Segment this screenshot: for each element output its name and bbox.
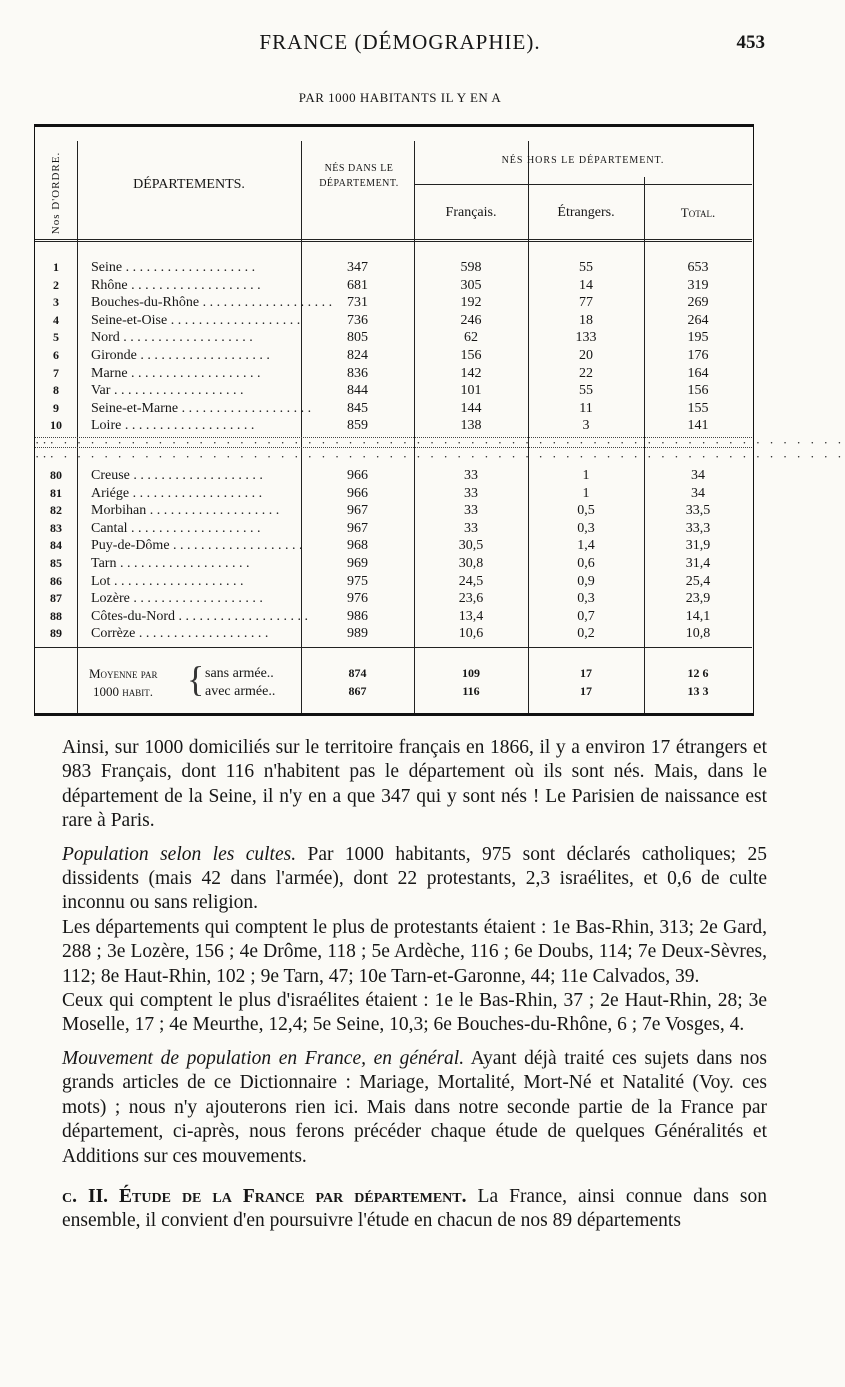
table-cell-tot: 319 bbox=[687, 277, 709, 293]
table-cell-n: 2 bbox=[53, 277, 59, 292]
moyenne-avec-et: 17 bbox=[580, 684, 592, 698]
dep-name: Lot bbox=[91, 573, 111, 589]
table-cell-fr: 138 bbox=[460, 418, 482, 434]
moyenne-avec-label: avec armée.. bbox=[205, 684, 276, 699]
table-cell-nes: 968 bbox=[347, 538, 368, 554]
table-cell-et: 55 bbox=[579, 383, 593, 399]
table-cell-fr: 246 bbox=[460, 312, 482, 328]
dep-name: Creuse bbox=[91, 468, 130, 483]
table-cell-tot: 14,1 bbox=[685, 608, 711, 624]
demographics-table: Nos D'ORDRE. DÉPARTEMENTS. NÉS DANS LE DÉPARTEMENT. NÉS HORS LE DÉPARTEMENT. Français. Étrangers. Total. 1 Seine . . . . . . . . . . . . . . . . . . . 347 598 55 653 2 Rhône . . . . . . . . . . . . . . . . . . . 681 305 14 319 3 Bouches-du-Rhône . . . . . . . . . . . . . . . . . . . 731 192 77 269 4 Seine-et-Oise . . . . . . . . . . . . . . . . . . . 736 246 18 264 5 Nord . . . . . . . . . . . . . . . . . . . 805 62 133 195 6 Gironde . . . . . . . . . . . . . . . . . . . 824 156 20 176 7 Marne . . . . . . . . . . . . . . . . . . . 836 142 22 164 8 Var . . . . . . . . . . . . . . . . . . . 844 101 55 156 9 Seine-et-Marne . . . . . . . . . . . . . . . . . . . 845 144 11 155 10 Loire . . . . . . . . . . . . . . . . . . . 859 138 3 141 80 Creuse . . . . . . . . . . . . . . . . . . . 966 33 1 34 81 Ariége . . . . . . . . . . . . . . . . . . . 966 33 1 34 82 Morbihan . . . . . . . . . . . . . . . . . . . 967 33 0,5 33,5 83 Cantal . . . . . . . . . . . . . . . . . . . 967 33 0,3 33,3 84 Puy-de-Dôme . . . . . . . . . . . . . . . . . . . 968 30,5 1,4 31,9 85 Tarn . . . . . . . . . . . . . . . . . . . 969 30,8 0,6 31,4 86 Lot . . . . . . . . . . . . . . . . . . . 975 24,5 0,9 25,4 87 Lozère . . . . . . . . . . . . . . . . . . . 976 23,6 0,3 23,9 88 Côtes-du-Nord . . . . . . . . . . . . . . . . . . . 986 13,4 0,7 14,1 89 Corrèze . . . . . . . . . . . . . . . . . . . 989 10,6 0,2 10,8 ··· · · · · · · · · · · · · · · · · · · · · · · · · · · · · · · · · · · · · · · · · · · · · · · · · · · · · · · · · · · ··· · · · · · · · · · · · · · · · · · · · · · · · · · · · · · · · · · · · · · · · · · · · · · · · · · · · · · · · · · · Moyenne par 1000 habit. { sans armée.. avec armée.. 874 109 17 12 6 867 116 17 13 3 bbox=[34, 124, 754, 716]
table-cell-fr: 13,4 bbox=[458, 608, 484, 624]
dep-name: Lozère bbox=[91, 591, 130, 607]
table-cell-nes: 731 bbox=[347, 295, 368, 311]
table-cell-n: 8 bbox=[53, 383, 59, 398]
paragraph-religion bbox=[62, 843, 767, 916]
table-cell-dep: Puy-de-Dôme . . . . . . . . . . . . . . . . . . . bbox=[91, 538, 303, 554]
table-cell-et: 14 bbox=[579, 277, 593, 293]
table-cell-dep: Ariége . . . . . . . . . . . . . . . . . . . bbox=[91, 485, 263, 501]
moyenne-sans-tot: 12 6 bbox=[687, 666, 709, 680]
col-header-nes-dans: NÉS DANS LE DÉPARTEMENT. bbox=[319, 163, 399, 189]
table-cell-n: 88 bbox=[50, 608, 62, 623]
table-cell-et: 1,4 bbox=[577, 538, 595, 554]
table-caption: PAR 1000 HABITANTS IL Y EN A bbox=[298, 90, 502, 105]
table-cell-tot: 34 bbox=[691, 468, 705, 483]
table-cell-n: 6 bbox=[53, 348, 59, 362]
table-cell-tot: 10,8 bbox=[685, 626, 711, 642]
dep-name: Puy-de-Dôme bbox=[91, 538, 170, 554]
moyenne-avec-fr: 116 bbox=[462, 684, 480, 698]
table-cell-dep: Cantal . . . . . . . . . . . . . . . . . . . bbox=[91, 520, 261, 536]
moyenne-sans-fr: 109 bbox=[462, 666, 480, 680]
table-cell-tot: 141 bbox=[687, 418, 709, 434]
table-cell-n: 81 bbox=[50, 485, 62, 500]
table-cell-dep: Morbihan . . . . . . . . . . . . . . . . . . . bbox=[91, 503, 280, 519]
table-cell-dep: Rhône . . . . . . . . . . . . . . . . . . . bbox=[91, 277, 261, 293]
table-cell-fr: 30,8 bbox=[458, 556, 484, 571]
table-cell-fr: 33 bbox=[464, 485, 478, 501]
table-cell-n: 83 bbox=[50, 520, 62, 535]
table-cell-et: 1 bbox=[582, 485, 590, 501]
table-cell-dep: Tarn . . . . . . . . . . . . . . . . . . . bbox=[91, 556, 250, 571]
table-cell-dep: Gironde . . . . . . . . . . . . . . . . . . . bbox=[91, 348, 270, 363]
table-cell-n: 85 bbox=[50, 556, 62, 570]
dep-name: Bouches-du-Rhône bbox=[91, 295, 200, 311]
table-cell-nes: 966 bbox=[347, 485, 368, 501]
table-cell-nes: 989 bbox=[347, 626, 368, 642]
table-cell-et: 1 bbox=[582, 468, 590, 483]
table-cell-et: 18 bbox=[579, 312, 593, 328]
table-cell-tot: 31,9 bbox=[685, 538, 711, 554]
dep-name: Côtes-du-Nord bbox=[91, 608, 175, 624]
dep-name: Cantal bbox=[91, 520, 128, 536]
table-cell-fr: 24,5 bbox=[458, 573, 484, 589]
moyenne-label-1: Moyenne par bbox=[89, 666, 158, 681]
table-cell-fr: 30,5 bbox=[458, 538, 484, 554]
dep-name: Seine bbox=[91, 260, 123, 275]
table-cell-nes: 836 bbox=[347, 365, 368, 381]
table-cell-et: 77 bbox=[579, 295, 593, 311]
table-cell-nes: 824 bbox=[347, 348, 368, 363]
page-header bbox=[0, 30, 800, 60]
table-cell-nes: 859 bbox=[347, 418, 368, 434]
dep-name: Marne bbox=[91, 365, 128, 381]
paragraph-protestants: Les départements qui comptent le plus de protestants étaient : 1e Bas-Rhin, 313; 2e Gard, 288 ; 3e Lozère, 156 ; 4e Drôme, 118 ; 5e Ardèche, 116 ; 6e Doubs, 114; 7e Deux-Sèvres, 112; 8e Haut-Rhin, 102 ; 9e Tarn, 47; 10e Tarn-et-Garonne, 44; 11e Calvados, 39. bbox=[62, 916, 767, 987]
table-cell-n: 82 bbox=[50, 503, 62, 518]
dep-name: Loire bbox=[91, 418, 122, 434]
running-title: FRANCE (DÉMOGRAPHIE). bbox=[259, 30, 541, 54]
table-cell-dep: Var . . . . . . . . . . . . . . . . . . . bbox=[91, 383, 244, 399]
table-cell-et: 0,6 bbox=[577, 556, 595, 571]
table-cell-nes: 966 bbox=[347, 468, 368, 483]
table-cell-et: 22 bbox=[579, 365, 593, 381]
table-cell-nes: 736 bbox=[347, 312, 368, 328]
paragraph-foreigners: Ainsi, sur 1000 domiciliés sur le territoire français en 1866, il y a environ 17 étrangers et 983 Français, dont 116 n'habitent pas le département où ils sont nés. Mais, dans le département de la Seine, il n'y en a que 347 qui y sont nés ! Le Parisien de naissance est rare à Paris. bbox=[62, 737, 767, 832]
table-cell-dep: Seine . . . . . . . . . . . . . . . . . . . bbox=[91, 260, 256, 275]
col-header-ordre: Nos D'ORDRE. bbox=[50, 151, 62, 235]
table-cell-nes: 844 bbox=[347, 383, 368, 399]
table-cell-tot: 33,5 bbox=[685, 503, 711, 519]
table-cell-et: 0,5 bbox=[577, 503, 595, 519]
table-cell-nes: 967 bbox=[347, 520, 368, 536]
table-cell-et: 0,3 bbox=[577, 591, 595, 607]
table-cell-nes: 805 bbox=[347, 330, 368, 346]
table-cell-fr: 62 bbox=[464, 330, 478, 346]
etude-text: La France, ainsi connue dans son ensemble, il convient d'en poursuivre l'étude en chacun de nos 89 départements bbox=[62, 1185, 768, 1232]
table-cell-fr: 156 bbox=[460, 348, 482, 363]
col-header-nes-hors: NÉS HORS LE DÉPARTEMENT. bbox=[501, 155, 665, 166]
paragraph-etude bbox=[62, 1185, 767, 1234]
table-cell-fr: 305 bbox=[460, 277, 482, 293]
table-cell-tot: 156 bbox=[687, 383, 709, 399]
table-cell-tot: 25,4 bbox=[685, 573, 711, 589]
table-cell-dep: Seine-et-Oise . . . . . . . . . . . . . . . . . . . bbox=[91, 312, 301, 328]
table-cell-tot: 155 bbox=[687, 400, 709, 416]
table-cell-et: 55 bbox=[579, 260, 593, 275]
table-cell-fr: 101 bbox=[460, 383, 482, 399]
paragraph-israelites: Ceux qui comptent le plus d'israélites étaient : 1e le Bas-Rhin, 37 ; 2e Haut-Rhin, 28; 3e Moselle, 17 ; 4e Meurthe, 12,4; 5e Seine, 10,3; 6e Bouches-du-Rhône, 6 ; 7e Vosges, 4. bbox=[62, 990, 767, 1036]
section-title-cultes: Population selon les cultes. bbox=[62, 843, 297, 865]
moyenne-sans-et: 17 bbox=[580, 666, 592, 680]
dep-name: Gironde bbox=[91, 348, 137, 363]
table-cell-fr: 10,6 bbox=[458, 626, 484, 642]
table-cell-et: 133 bbox=[575, 330, 597, 346]
table-cell-n: 7 bbox=[53, 365, 59, 380]
table-cell-tot: 31,4 bbox=[685, 556, 711, 571]
table-cell-et: 20 bbox=[579, 348, 593, 363]
table-cell-dep: Lozère . . . . . . . . . . . . . . . . . . . bbox=[91, 591, 263, 607]
moyenne-avec-nes: 867 bbox=[348, 684, 367, 698]
dep-name: Ariége bbox=[91, 485, 130, 501]
table-cell-fr: 144 bbox=[460, 400, 482, 416]
table-cell-nes: 967 bbox=[347, 503, 368, 519]
table-cell-fr: 192 bbox=[460, 295, 482, 311]
table-cell-n: 1 bbox=[53, 260, 59, 274]
moyenne-label-2: 1000 habit. bbox=[93, 684, 153, 699]
dep-name: Tarn bbox=[91, 556, 117, 571]
table-cell-fr: 33 bbox=[464, 503, 478, 519]
table-cell-nes: 347 bbox=[347, 260, 368, 275]
table-cell-tot: 269 bbox=[687, 295, 709, 311]
table-cell-nes: 969 bbox=[347, 556, 368, 571]
table-cell-dep: Seine-et-Marne . . . . . . . . . . . . . . . . . . . bbox=[91, 400, 312, 416]
table-cell-fr: 142 bbox=[460, 365, 482, 381]
table-cell-nes: 681 bbox=[347, 277, 368, 293]
table-cell-tot: 195 bbox=[687, 330, 709, 346]
table-cell-tot: 23,9 bbox=[685, 591, 711, 607]
dep-name: Seine-et-Marne bbox=[91, 400, 179, 416]
table-cell-fr: 23,6 bbox=[458, 591, 484, 607]
table-cell-n: 84 bbox=[50, 538, 62, 553]
table-cell-nes: 845 bbox=[347, 400, 368, 416]
dep-name: Var bbox=[91, 383, 111, 399]
mouvement-text: Ayant déjà traité ces sujets dans nos grands articles de ce Dictionnaire : Mariage, Mortalité, Mort-Né et Natalité (Voy. ces mots) ; nous n'y ajouterons rien ici. Mais dans notre seconde partie de la France par département, ci-après, nous ferons précéder chaque étude de quelques Généralités et Additions sur ces mouvements. bbox=[62, 1047, 767, 1167]
moyenne-avec-tot: 13 3 bbox=[687, 684, 709, 698]
col-header-total: Total. bbox=[680, 205, 716, 220]
table-cell-n: 80 bbox=[50, 468, 62, 482]
table-cell-et: 11 bbox=[579, 400, 593, 416]
table-cell-dep: Lot . . . . . . . . . . . . . . . . . . . bbox=[91, 573, 244, 589]
section-title-etude: c. II. Étude de la France par département. bbox=[62, 1185, 467, 1207]
table-cell-dep: Creuse . . . . . . . . . . . . . . . . . . . bbox=[91, 468, 263, 483]
table-cell-tot: 653 bbox=[687, 260, 709, 275]
table-cell-dep: Corrèze . . . . . . . . . . . . . . . . . . . bbox=[91, 626, 269, 642]
dep-name: Rhône bbox=[91, 277, 128, 293]
table-cell-tot: 164 bbox=[687, 365, 709, 381]
table-cell-et: 3 bbox=[582, 418, 590, 434]
table-cell-et: 0,2 bbox=[577, 626, 595, 642]
table-cell-n: 10 bbox=[50, 418, 62, 433]
moyenne-sans-label: sans armée.. bbox=[205, 666, 274, 681]
table-cell-dep: Côtes-du-Nord . . . . . . . . . . . . . . . . . . . bbox=[91, 608, 308, 624]
table-cell-tot: 176 bbox=[687, 348, 709, 363]
table-cell-n: 87 bbox=[50, 591, 62, 606]
table-cell-nes: 976 bbox=[347, 591, 368, 607]
table-cell-nes: 975 bbox=[347, 573, 368, 589]
table-cell-et: 0,3 bbox=[577, 520, 595, 536]
table-cell-n: 3 bbox=[53, 295, 59, 310]
body-text bbox=[62, 736, 767, 1234]
paragraph-mouvement bbox=[62, 1047, 767, 1169]
col-header-departements: DÉPARTEMENTS. bbox=[133, 177, 245, 192]
dep-name: Nord bbox=[91, 330, 120, 346]
table-cell-dep: Bouches-du-Rhône . . . . . . . . . . . . . . . . . . . bbox=[91, 295, 333, 311]
table-cell-n: 4 bbox=[53, 312, 59, 327]
dep-name: Corrèze bbox=[91, 626, 136, 642]
table-cell-tot: 34 bbox=[691, 485, 705, 501]
col-header-francais: Français. bbox=[445, 205, 497, 220]
table-cell-n: 9 bbox=[53, 400, 59, 415]
table-cell-nes: 986 bbox=[347, 608, 368, 624]
dep-name: Morbihan bbox=[91, 503, 147, 519]
table-cell-tot: 264 bbox=[687, 312, 709, 328]
col-header-etrangers: Étrangers. bbox=[557, 205, 615, 220]
table-cell-n: 86 bbox=[50, 573, 62, 588]
section-title-mouvement: Mouvement de population en France, en général. bbox=[62, 1047, 465, 1069]
dep-name: Seine-et-Oise bbox=[91, 312, 168, 328]
table-cell-n: 5 bbox=[53, 330, 59, 345]
table-cell-n: 89 bbox=[50, 626, 62, 641]
page-number: 453 bbox=[736, 32, 765, 53]
table-cell-et: 0,9 bbox=[577, 573, 595, 589]
table-cell-dep: Nord . . . . . . . . . . . . . . . . . . . bbox=[91, 330, 253, 346]
table-cell-tot: 33,3 bbox=[685, 520, 711, 536]
table-cell-fr: 598 bbox=[460, 260, 482, 275]
table-cell-et: 0,7 bbox=[577, 608, 595, 624]
moyenne-sans-nes: 874 bbox=[348, 666, 367, 680]
table-cell-fr: 33 bbox=[464, 520, 478, 536]
religion-text: Par 1000 habitants, 975 sont déclarés catholiques; 25 dissidents (mais 42 dans l'armée), dont 22 protestants, 2,3 israélites, et 0,6 de culte inconnu ou sans religion. bbox=[62, 843, 767, 914]
table-cell-fr: 33 bbox=[464, 468, 478, 483]
table-cell-dep: Marne . . . . . . . . . . . . . . . . . . . bbox=[91, 365, 261, 381]
table-cell-dep: Loire . . . . . . . . . . . . . . . . . . . bbox=[91, 418, 255, 434]
